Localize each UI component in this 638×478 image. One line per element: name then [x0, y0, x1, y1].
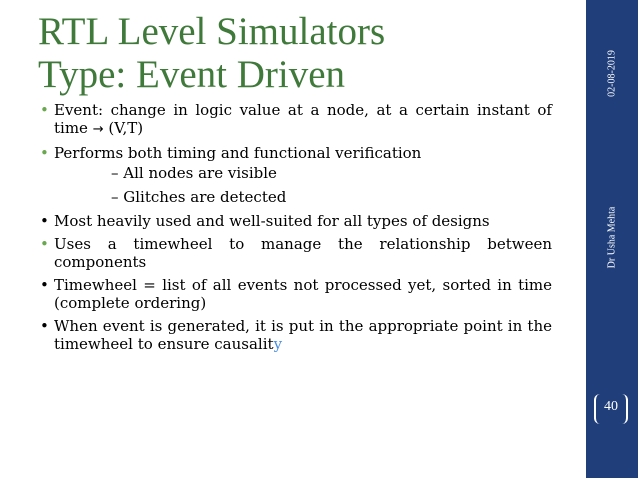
- bullet-dot-icon: •: [40, 101, 49, 119]
- bullet-text-accent: y: [273, 335, 283, 353]
- slide-title: [38, 10, 578, 96]
- sub-bullet-list: [54, 164, 552, 206]
- bullet-item-timewheel: [40, 235, 552, 271]
- sub-bullet-item: – Glitches are detected: [111, 188, 287, 206]
- bullet-dot-icon: •: [40, 144, 49, 162]
- bullet-item-usage: [40, 212, 552, 230]
- title-line-1: RTL Level Simulators: [38, 10, 386, 53]
- bullet-dot-icon: •: [40, 235, 49, 253]
- bullet-text: Timewheel = list of all events not processed yet, sorted in time (complete ordering): [54, 276, 552, 312]
- slide-author: Dr Usha Mehta: [606, 206, 618, 269]
- bullet-text: Event: change in logic value at a node, at a certain instant of time: [54, 101, 552, 137]
- bullet-item-event: [40, 101, 552, 139]
- bullet-dot-icon: •: [40, 317, 49, 335]
- sub-bullet-item: – All nodes are visible: [111, 164, 277, 182]
- bullet-text-suffix: (V,T): [103, 119, 144, 137]
- bullet-text: Performs both timing and functional verification: [54, 144, 422, 162]
- bullet-item-causality: [40, 317, 552, 353]
- slide-date: 02-08-2019: [606, 50, 618, 97]
- bullet-list: [40, 101, 552, 358]
- bullet-text: When event is generated, it is put in the appropriate point in the timewheel to ensure causalit: [54, 317, 552, 353]
- bullet-item-timewheel-def: [40, 276, 552, 312]
- bullet-text: Uses a timewheel to manage the relationship between components: [54, 235, 552, 271]
- bullet-dot-icon: •: [40, 212, 49, 230]
- bullet-item-verification: [40, 144, 552, 206]
- right-arrow-icon: →: [92, 122, 104, 137]
- bullet-text: Most heavily used and well-suited for all types of designs: [54, 212, 490, 230]
- page-number: 40: [604, 399, 618, 414]
- title-line-2: Type: Event Driven: [38, 53, 346, 96]
- bullet-dot-icon: •: [40, 276, 49, 294]
